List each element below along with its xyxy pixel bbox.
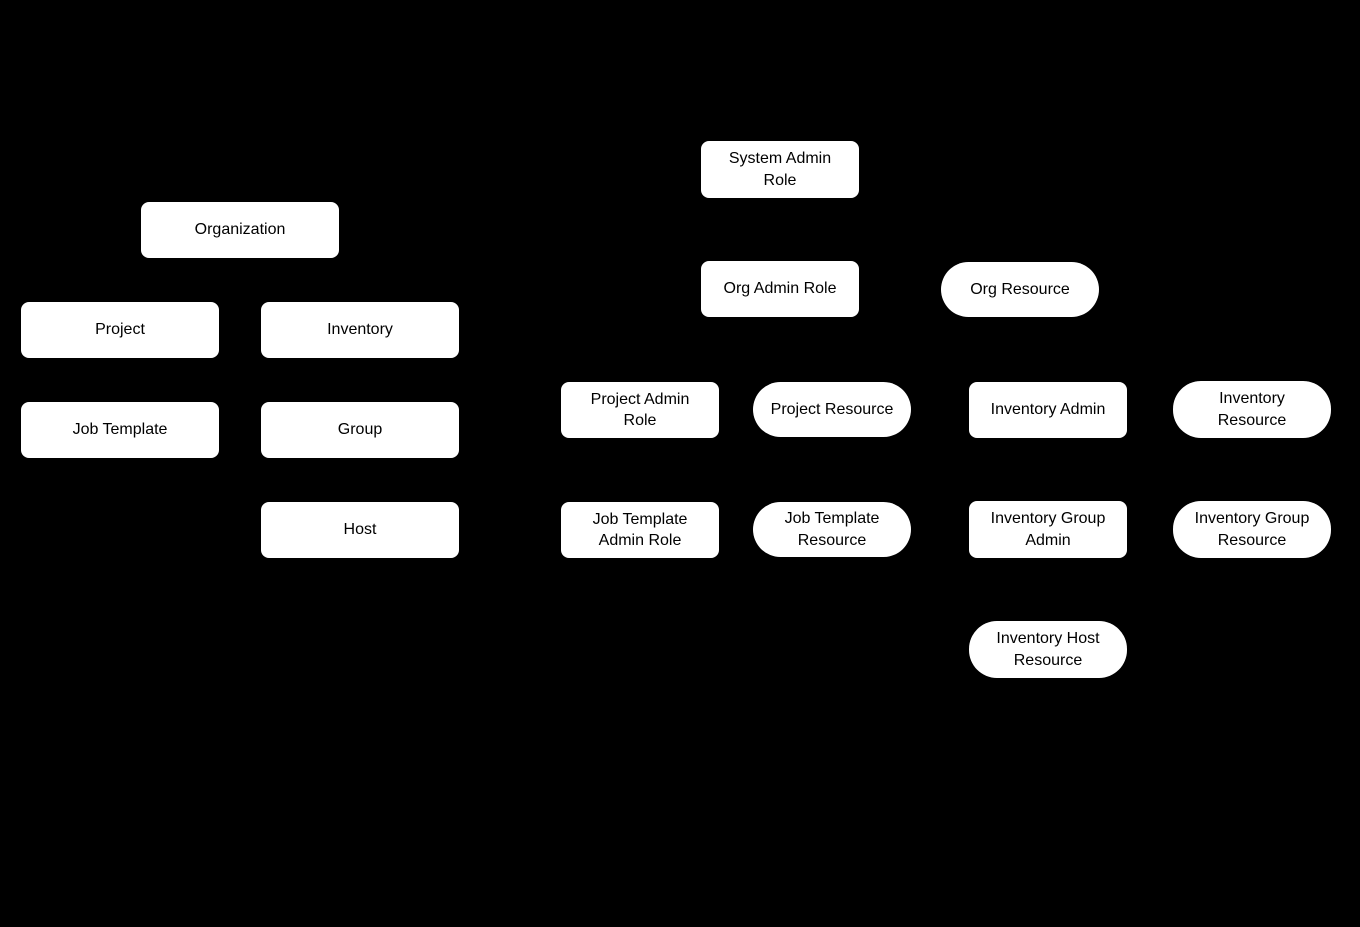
diagram-node-inventory-resource: Inventory Resource [1173, 381, 1331, 438]
diagram-node-inventory-group-admin: Inventory Group Admin [969, 501, 1127, 558]
diagram-node-project: Project [21, 302, 219, 358]
diagram-node-system-admin-role: System Admin Role [701, 141, 859, 198]
diagram-node-inventory: Inventory [261, 302, 459, 358]
diagram-node-inventory-host-resource: Inventory Host Resource [969, 621, 1127, 678]
diagram-node-job-template-admin-role: Job Template Admin Role [561, 502, 719, 558]
diagram-node-host: Host [261, 502, 459, 558]
diagram-node-inventory-group-resource: Inventory Group Resource [1173, 501, 1331, 558]
diagram-node-project-admin-role: Project Admin Role [561, 382, 719, 438]
diagram-node-group: Group [261, 402, 459, 458]
diagram-node-job-template-resource: Job Template Resource [753, 502, 911, 557]
diagram-node-org-resource: Org Resource [941, 262, 1099, 317]
diagram-node-inventory-admin: Inventory Admin [969, 382, 1127, 438]
diagram-node-org-admin-role: Org Admin Role [701, 261, 859, 317]
diagram-node-job-template: Job Template [21, 402, 219, 458]
diagram-node-organization: Organization [141, 202, 339, 258]
diagram-node-project-resource: Project Resource [753, 382, 911, 437]
